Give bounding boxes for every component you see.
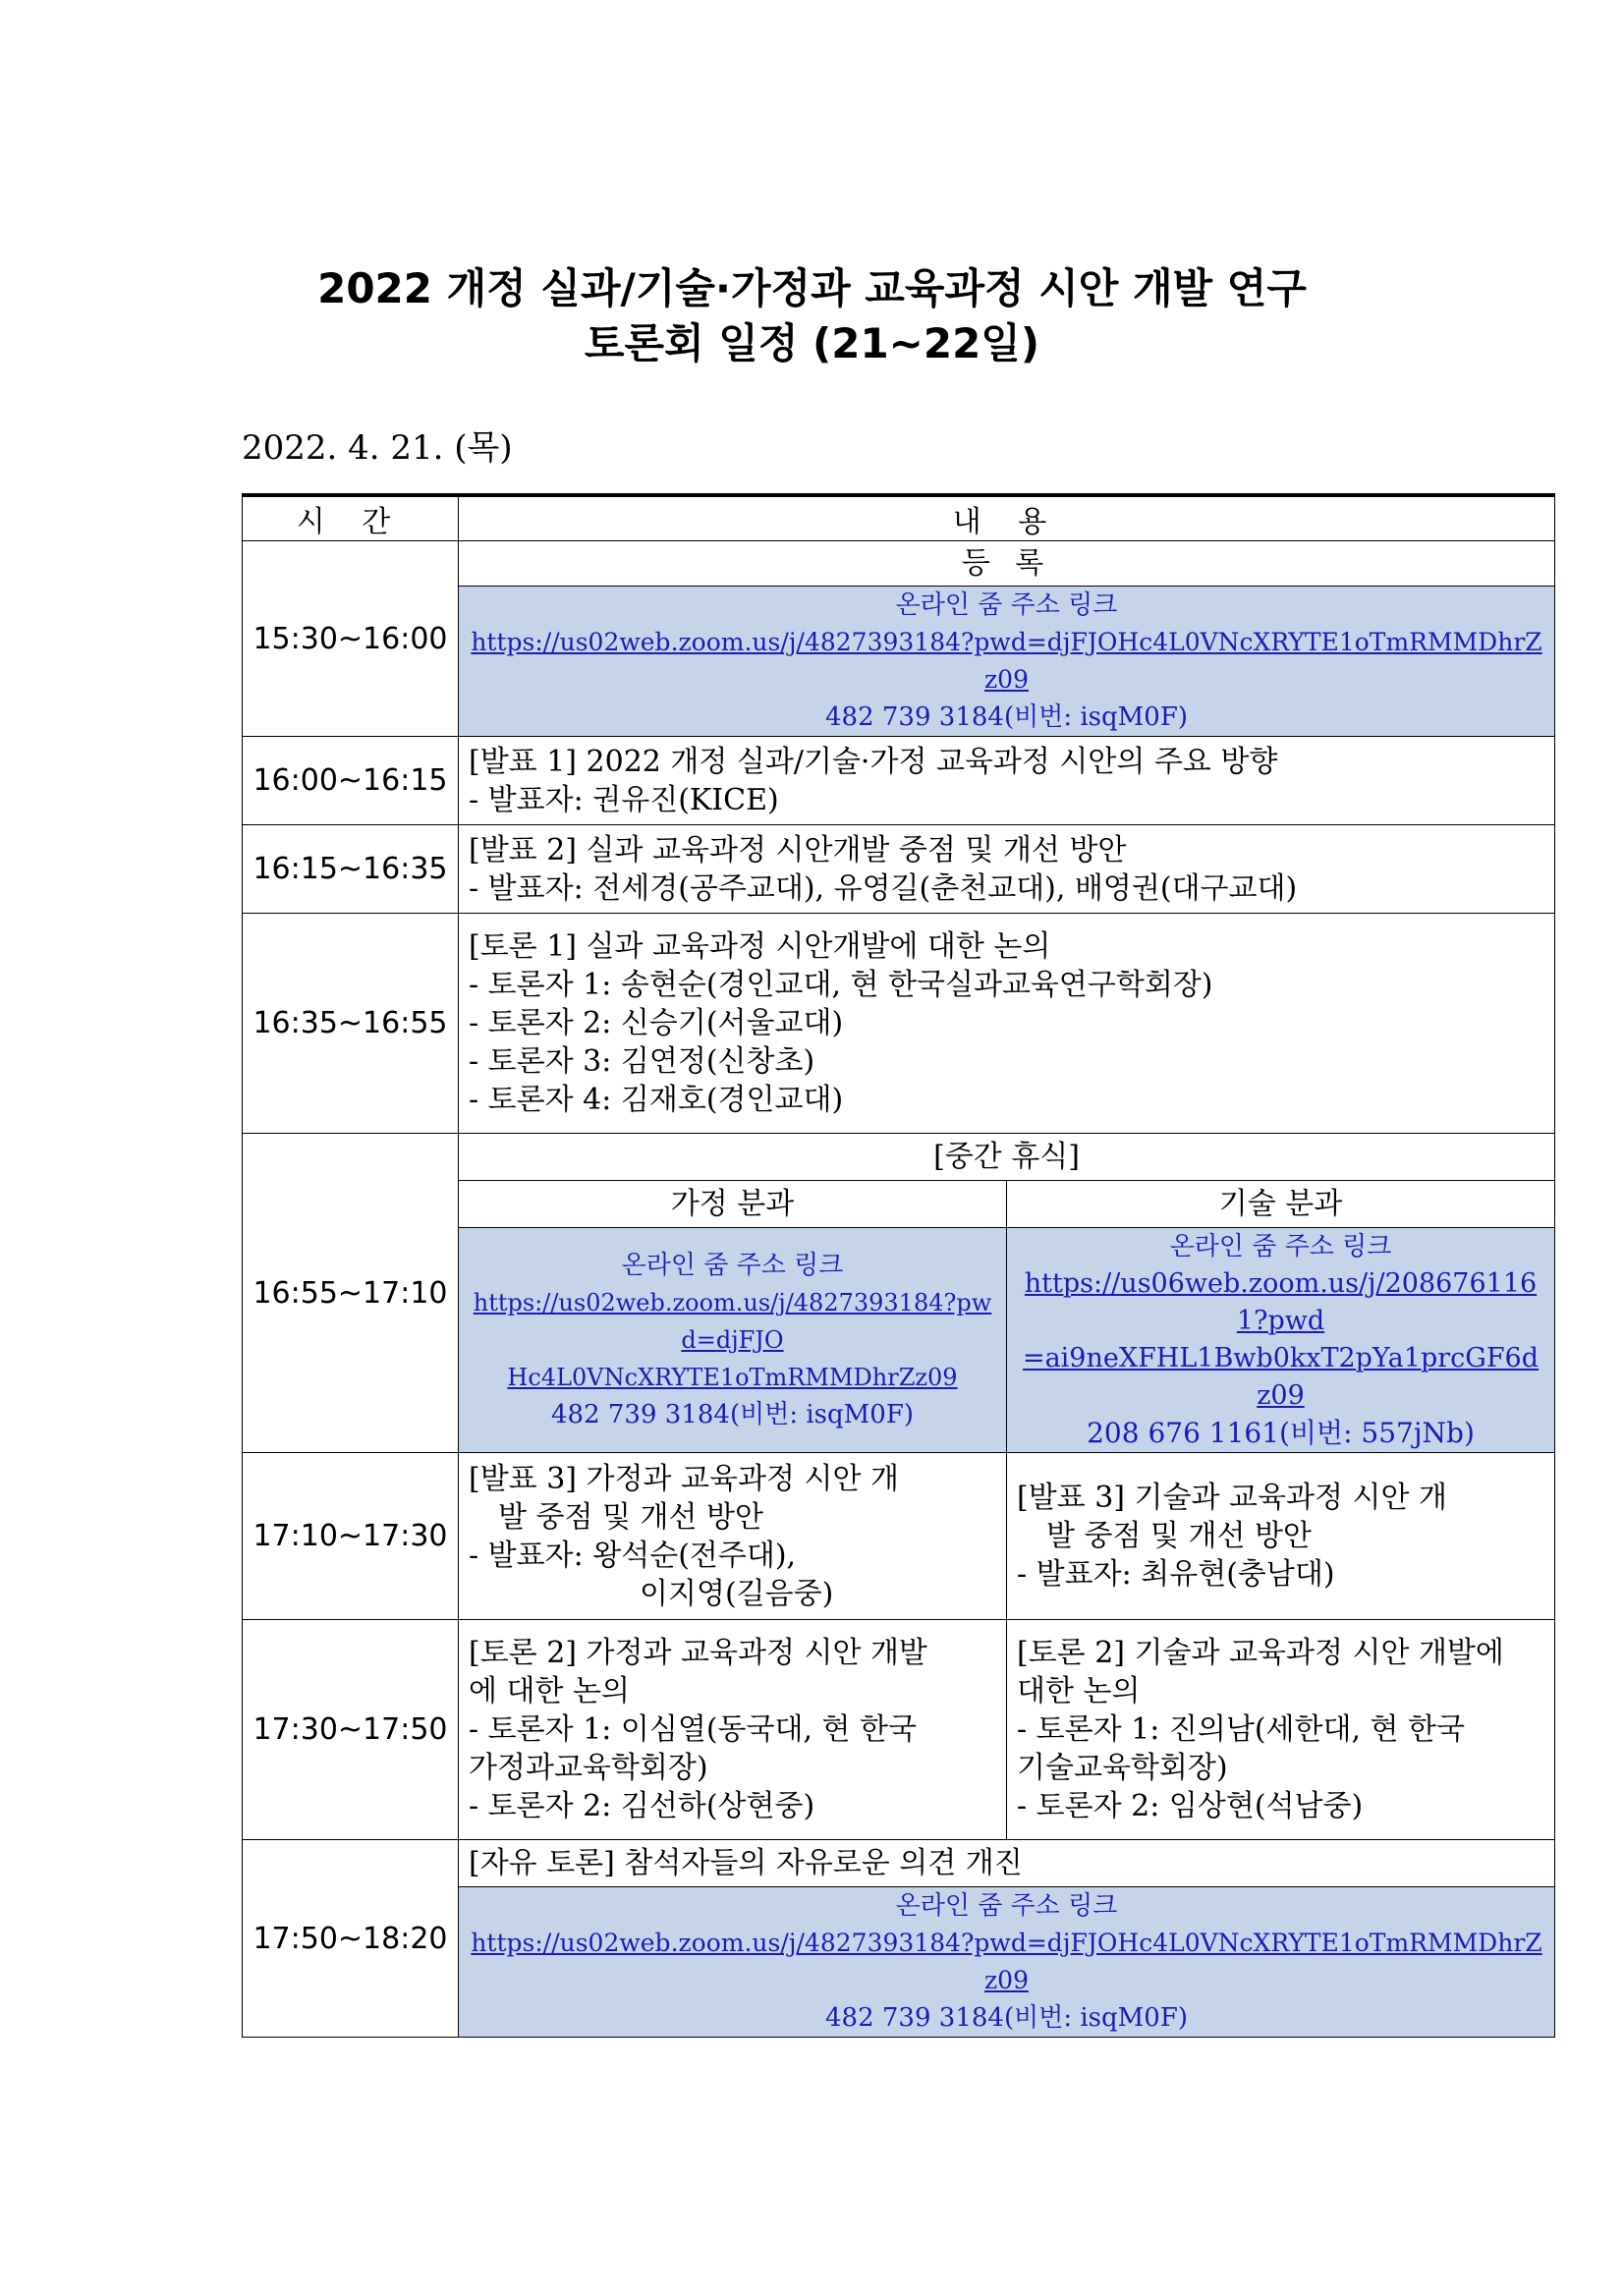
zoom-link-part[interactable]: https://us06web.zoom.us/j/2086761161?pwd bbox=[1024, 1268, 1538, 1336]
table-row bbox=[243, 1620, 1555, 1840]
content-line: - 토론자 2: 신승기(서울교대) bbox=[469, 1006, 844, 1040]
table-row bbox=[243, 1453, 1555, 1620]
table-row bbox=[243, 1134, 1555, 1181]
zoom-link[interactable]: https://us02web.zoom.us/j/4827393184?pwd=djFJOHc4L0VNcXRYTE1oTmRMMDhrZz09 bbox=[471, 628, 1542, 694]
content-line: - 토론자 1: 진의남(세한대, 현 한국 bbox=[1017, 1712, 1466, 1747]
online-link-box bbox=[459, 587, 1555, 737]
online-link-label: 온라인 줌 주소 링크 bbox=[895, 590, 1118, 620]
content-line: - 토론자 2: 임상현(석남중) bbox=[1017, 1789, 1364, 1823]
technology-discussion bbox=[1007, 1620, 1555, 1840]
zoom-link[interactable]: https://us02web.zoom.us/j/4827393184?pwd=djFJOHc4L0VNcXRYTE1oTmRMMDhrZz09 bbox=[471, 1929, 1542, 1994]
registration-title: 등 록 bbox=[459, 541, 1555, 587]
title-line-2: 토론회 일정 (21~22일) bbox=[584, 319, 1040, 367]
table-header-row bbox=[243, 495, 1555, 541]
zoom-link-part[interactable]: Hc4L0VNcXRYTE1oTmRMMDhrZz09 bbox=[507, 1364, 958, 1391]
header-content: 내 용 bbox=[459, 495, 1555, 541]
time-cell: 17:50~18:20 bbox=[243, 1840, 459, 2038]
content-line: [발표 3] 기술과 교육과정 시안 개 bbox=[1017, 1481, 1447, 1515]
online-link-label: 온라인 줌 주소 링크 bbox=[621, 1251, 844, 1280]
schedule-date: 2022. 4. 21. (목) bbox=[242, 428, 513, 468]
content-cell bbox=[459, 825, 1555, 914]
time-cell: 16:15~16:35 bbox=[243, 825, 459, 914]
content-line: - 토론자 4: 김재호(경인교대) bbox=[469, 1083, 844, 1117]
schedule-table bbox=[242, 493, 1555, 2038]
content-line: 대한 논의 bbox=[1017, 1674, 1141, 1708]
zoom-meeting-id: 482 739 3184(비번: isqM0F) bbox=[825, 702, 1188, 732]
content-cell bbox=[459, 914, 1555, 1134]
content-line: 이지영(길음중) bbox=[640, 1576, 834, 1611]
title-line-1: 2022 개정 실과/기술·가정과 교육과정 시안 개발 연구 bbox=[317, 264, 1307, 312]
zoom-meeting-id: 482 739 3184(비번: isqM0F) bbox=[825, 2003, 1188, 2033]
content-line: - 발표자: 최유현(충남대) bbox=[1017, 1557, 1335, 1592]
technology-online-box bbox=[1007, 1228, 1555, 1453]
header-time: 시 간 bbox=[243, 495, 459, 541]
online-link-label: 온라인 줌 주소 링크 bbox=[895, 1891, 1118, 1921]
content-line: - 발표자: 왕석순(전주대), bbox=[469, 1538, 797, 1573]
table-row bbox=[243, 737, 1555, 825]
content-line: 기술교육학회장) bbox=[1017, 1751, 1228, 1785]
content-line: - 발표자: 권유진(KICE) bbox=[469, 782, 779, 817]
content-line: [토론 2] 기술과 교육과정 시안 개발에 bbox=[1017, 1636, 1504, 1670]
content-line: [토론 1] 실과 교육과정 시안개발에 대한 논의 bbox=[469, 929, 1051, 964]
free-discussion-title: [자유 토론] 참석자들의 자유로운 의견 개진 bbox=[459, 1840, 1555, 1887]
home-economics-section-title: 가정 분과 bbox=[459, 1181, 1007, 1228]
content-line: [발표 3] 가정과 교육과정 시안 개 bbox=[469, 1461, 899, 1496]
home-economics-online-box bbox=[459, 1228, 1007, 1453]
content-line: [토론 2] 가정과 교육과정 시안 개발 bbox=[469, 1636, 927, 1670]
content-line: 에 대한 논의 bbox=[469, 1674, 630, 1708]
technology-presentation bbox=[1007, 1453, 1555, 1620]
content-line: 발 중점 및 개선 방안 bbox=[1046, 1519, 1312, 1553]
content-line: - 토론자 1: 이심열(동국대, 현 한국 bbox=[469, 1712, 918, 1747]
technology-section-title: 기술 분과 bbox=[1007, 1181, 1555, 1228]
content-cell bbox=[459, 737, 1555, 825]
time-cell: 17:10~17:30 bbox=[243, 1453, 459, 1620]
online-link-label: 온라인 줌 주소 링크 bbox=[1169, 1232, 1392, 1261]
table-row bbox=[243, 1840, 1555, 1887]
time-cell: 15:30~16:00 bbox=[243, 541, 459, 737]
home-economics-discussion bbox=[459, 1620, 1007, 1840]
content-line: [발표 1] 2022 개정 실과/기술·가정 교육과정 시안의 주요 방향 bbox=[469, 744, 1278, 779]
content-line: - 발표자: 전세경(공주교대), 유영길(춘천교대), 배영권(대구교대) bbox=[469, 870, 1298, 906]
content-line: - 토론자 2: 김선하(상현중) bbox=[469, 1789, 815, 1823]
home-economics-presentation bbox=[459, 1453, 1007, 1620]
time-cell: 16:00~16:15 bbox=[243, 737, 459, 825]
content-line: - 토론자 1: 송현순(경인교대, 현 한국실과교육연구학회장) bbox=[469, 968, 1213, 1002]
time-cell: 16:35~16:55 bbox=[243, 914, 459, 1134]
content-line: 발 중점 및 개선 방안 bbox=[498, 1499, 763, 1535]
content-line: [발표 2] 실과 교육과정 시안개발 중점 및 개선 방안 bbox=[469, 832, 1127, 868]
time-cell: 16:55~17:10 bbox=[243, 1134, 459, 1453]
zoom-meeting-id: 482 739 3184(비번: isqM0F) bbox=[551, 1400, 914, 1429]
table-row bbox=[243, 825, 1555, 914]
online-link-box bbox=[459, 1887, 1555, 2038]
time-cell: 17:30~17:50 bbox=[243, 1620, 459, 1840]
document-title bbox=[0, 261, 1624, 371]
content-line: 가정과교육학회장) bbox=[469, 1751, 708, 1785]
zoom-meeting-id: 208 676 1161(비번: 557jNb) bbox=[1087, 1417, 1475, 1449]
break-label: [중간 휴식] bbox=[459, 1134, 1555, 1181]
zoom-link-part[interactable]: =ai9neXFHL1Bwb0kxT2pYa1prcGF6dz09 bbox=[1022, 1343, 1540, 1411]
table-row bbox=[243, 541, 1555, 587]
table-row bbox=[243, 914, 1555, 1134]
content-line: - 토론자 3: 김연정(신창초) bbox=[469, 1044, 815, 1079]
zoom-link-part[interactable]: https://us02web.zoom.us/j/4827393184?pwd=djFJO bbox=[473, 1289, 992, 1354]
